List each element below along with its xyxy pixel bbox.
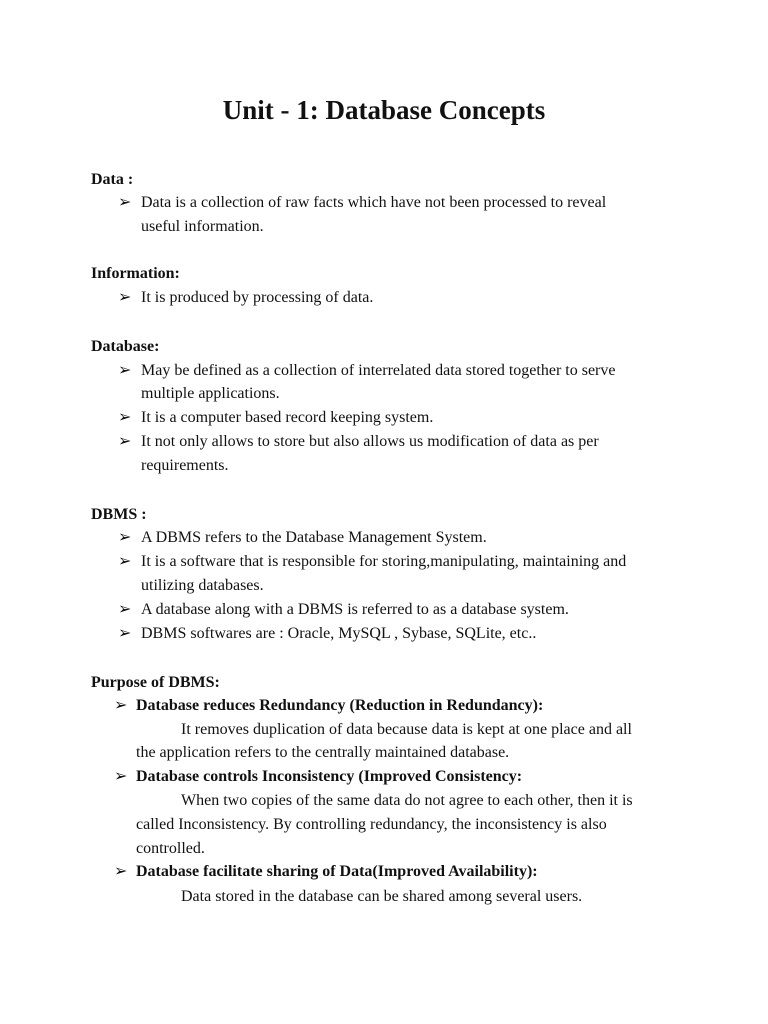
bullet-arrow-icon: ➢ — [118, 409, 132, 426]
information-bullet: It is produced by processing of data. — [141, 289, 374, 306]
bullet-arrow-icon: ➢ — [118, 625, 132, 642]
bullet-arrow-icon: ➢ — [114, 863, 128, 880]
bullet-arrow-icon: ➢ — [114, 768, 128, 785]
bullet-arrow-icon: ➢ — [118, 194, 132, 211]
purpose-item-text: When two copies of the same data do not agree to each other, then it is — [181, 792, 633, 809]
database-bullet-line: multiple applications. — [141, 385, 280, 402]
bullet-arrow-icon: ➢ — [118, 433, 132, 450]
database-bullet-line: It not only allows to store but also allows us modification of data as per — [141, 433, 599, 450]
dbms-bullet-line: It is a software that is responsible for storing,manipulating, maintaining and — [141, 553, 627, 570]
page-title: Unit - 1: Database Concepts — [222, 95, 546, 125]
purpose-item-text: Data stored in the database can be shared among several users. — [181, 888, 583, 905]
bullet-arrow-icon: ➢ — [114, 697, 128, 714]
heading-dbms: DBMS : — [91, 506, 147, 523]
dbms-bullet: DBMS softwares are : Oracle, MySQL , Sybase, SQLite, etc.. — [141, 625, 537, 642]
purpose-item-title: Database reduces Redundancy (Reduction in Redundancy): — [136, 697, 544, 714]
purpose-item-text: the application refers to the centrally maintained database. — [136, 744, 510, 761]
database-bullet-line: May be defined as a collection of interrelated data stored together to serve — [141, 362, 616, 379]
heading-database: Database: — [91, 338, 160, 355]
purpose-item-text: It removes duplication of data because data is kept at one place and all — [181, 721, 632, 738]
bullet-arrow-icon: ➢ — [118, 362, 132, 379]
bullet-arrow-icon: ➢ — [118, 289, 132, 306]
dbms-bullet-line: utilizing databases. — [141, 577, 264, 594]
dbms-bullet: A database along with a DBMS is referred to as a database system. — [141, 601, 569, 618]
purpose-item-text: called Inconsistency. By controlling redundancy, the inconsistency is also — [136, 816, 607, 833]
dbms-bullet: A DBMS refers to the Database Management System. — [141, 529, 487, 546]
heading-information: Information: — [91, 265, 180, 282]
data-bullet-line: useful information. — [141, 218, 264, 235]
database-bullet: It is a computer based record keeping system. — [141, 409, 434, 426]
database-bullet-line: requirements. — [141, 457, 229, 474]
heading-data: Data : — [91, 171, 134, 188]
purpose-item-text: controlled. — [136, 840, 205, 857]
bullet-arrow-icon: ➢ — [118, 601, 132, 618]
purpose-item-title: Database facilitate sharing of Data(Improved Availability): — [136, 863, 538, 880]
purpose-item-title: Database controls Inconsistency (Improved Consistency: — [136, 768, 523, 785]
heading-purpose: Purpose of DBMS: — [91, 674, 220, 691]
bullet-arrow-icon: ➢ — [118, 529, 132, 546]
data-bullet-line: Data is a collection of raw facts which have not been processed to reveal — [141, 194, 607, 211]
bullet-arrow-icon: ➢ — [118, 553, 132, 570]
